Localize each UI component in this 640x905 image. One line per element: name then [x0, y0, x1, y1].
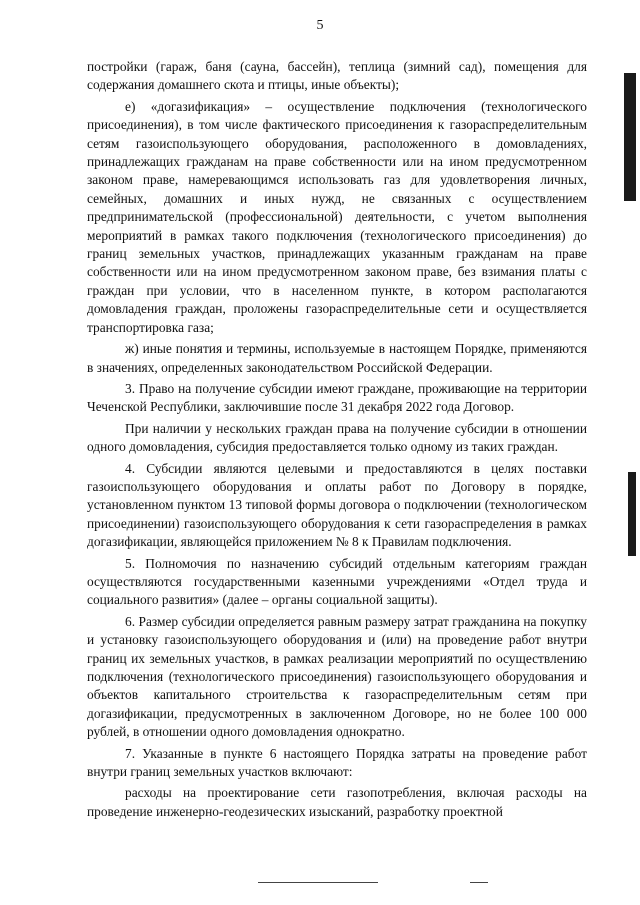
paragraph-item-3-note: При наличии у нескольких граждан права на получение субсидии в отношении одного домовладения, субсидия предоставляется только одному из таких граждан. [87, 420, 587, 455]
footer-rule [258, 882, 378, 883]
scan-edge-mark [624, 73, 636, 201]
document-body [87, 58, 587, 824]
page-number: 5 [316, 18, 324, 33]
paragraph-item-3: 3. Право на получение субсидии имеют граждане, проживающие на территории Чеченской Республики, заключившие после 31 декабря 2022 года Договор. [87, 380, 587, 415]
footer-rule-short [470, 882, 488, 883]
paragraph-item-4: 4. Субсидии являются целевыми и предоставляются в целях поставки газоиспользующего оборудования и оплаты работ по Договору в порядке, установленном пунктом 13 типовой формы договора о подключении (технологическом присоединении) газоиспользующего оборудования к сети газораспределения в рамках догазификации, являющейся приложением № 8 к Правилам подключения. [87, 460, 587, 550]
paragraph-item-5: 5. Полномочия по назначению субсидий отдельным категориям граждан осуществляются государственными казенными учреждениями «Отдел труда и социального развития» (далее – органы социальной защиты). [87, 555, 587, 608]
paragraph-continuation: постройки (гараж, баня (сауна, бассейн), теплица (зимний сад), помещения для содержания домашнего скота и птицы, иные объекты); [87, 59, 587, 93]
paragraph-item-7-expenses: расходы на проектирование сети газопотребления, включая расходы на проведение инженерно-геодезических изысканий, разработку проектной [87, 785, 587, 819]
paragraph-definition-zh: ж) иные понятия и термины, используемые в настоящем Порядке, применяются в значениях, определенных законодательством Российской Федерации. [87, 341, 587, 375]
scan-edge-mark-lower [628, 472, 636, 556]
paragraph-item-7: 7. Указанные в пункте 6 настоящего Порядка затраты на проведение работ внутри границ земельных участков включают: [87, 745, 587, 780]
paragraph-definition-e: е) «догазификация» – осуществление подключения (технологического присоединения), в том числе фактического присоединения к газораспределительным сетям газоиспользующего оборудования, расположенного в домовладениях, принадлежащих гражданам на праве собственности или на ином предусмотренном законом праве, намеревающимся использовать газ для удовлетворения личных, семейных, домашних и иных нужд, не связанных с осуществлением предпринимательской (профессиональной) деятельности, с учетом выполнения мероприятий в рамках такого подключения (технологического присоединения) до границ земельных участков, принадлежащих указанным гражданам на праве собственности или на ином предусмотренном законом праве, без взимания платы с граждан при условии, что в населенном пункте, в котором располагаются домовладения граждан, проложены газораспределительные сети и осуществляется транспортировка газа; [87, 98, 587, 335]
paragraph-item-6: 6. Размер субсидии определяется равным размеру затрат гражданина на покупку и установку газоиспользующего оборудования и (или) на проведение работ внутри границ их земельных участков, в рамках реализации мероприятий по осуществлению подключения (технологического присоединения) газоиспользующего оборудования и объектов капитального строительства к газораспределительным сетям при догазификации, предусмотренных в заключенном Договоре, но не более 100 000 рублей, в отношении одного домовладения однократно. [87, 613, 587, 740]
